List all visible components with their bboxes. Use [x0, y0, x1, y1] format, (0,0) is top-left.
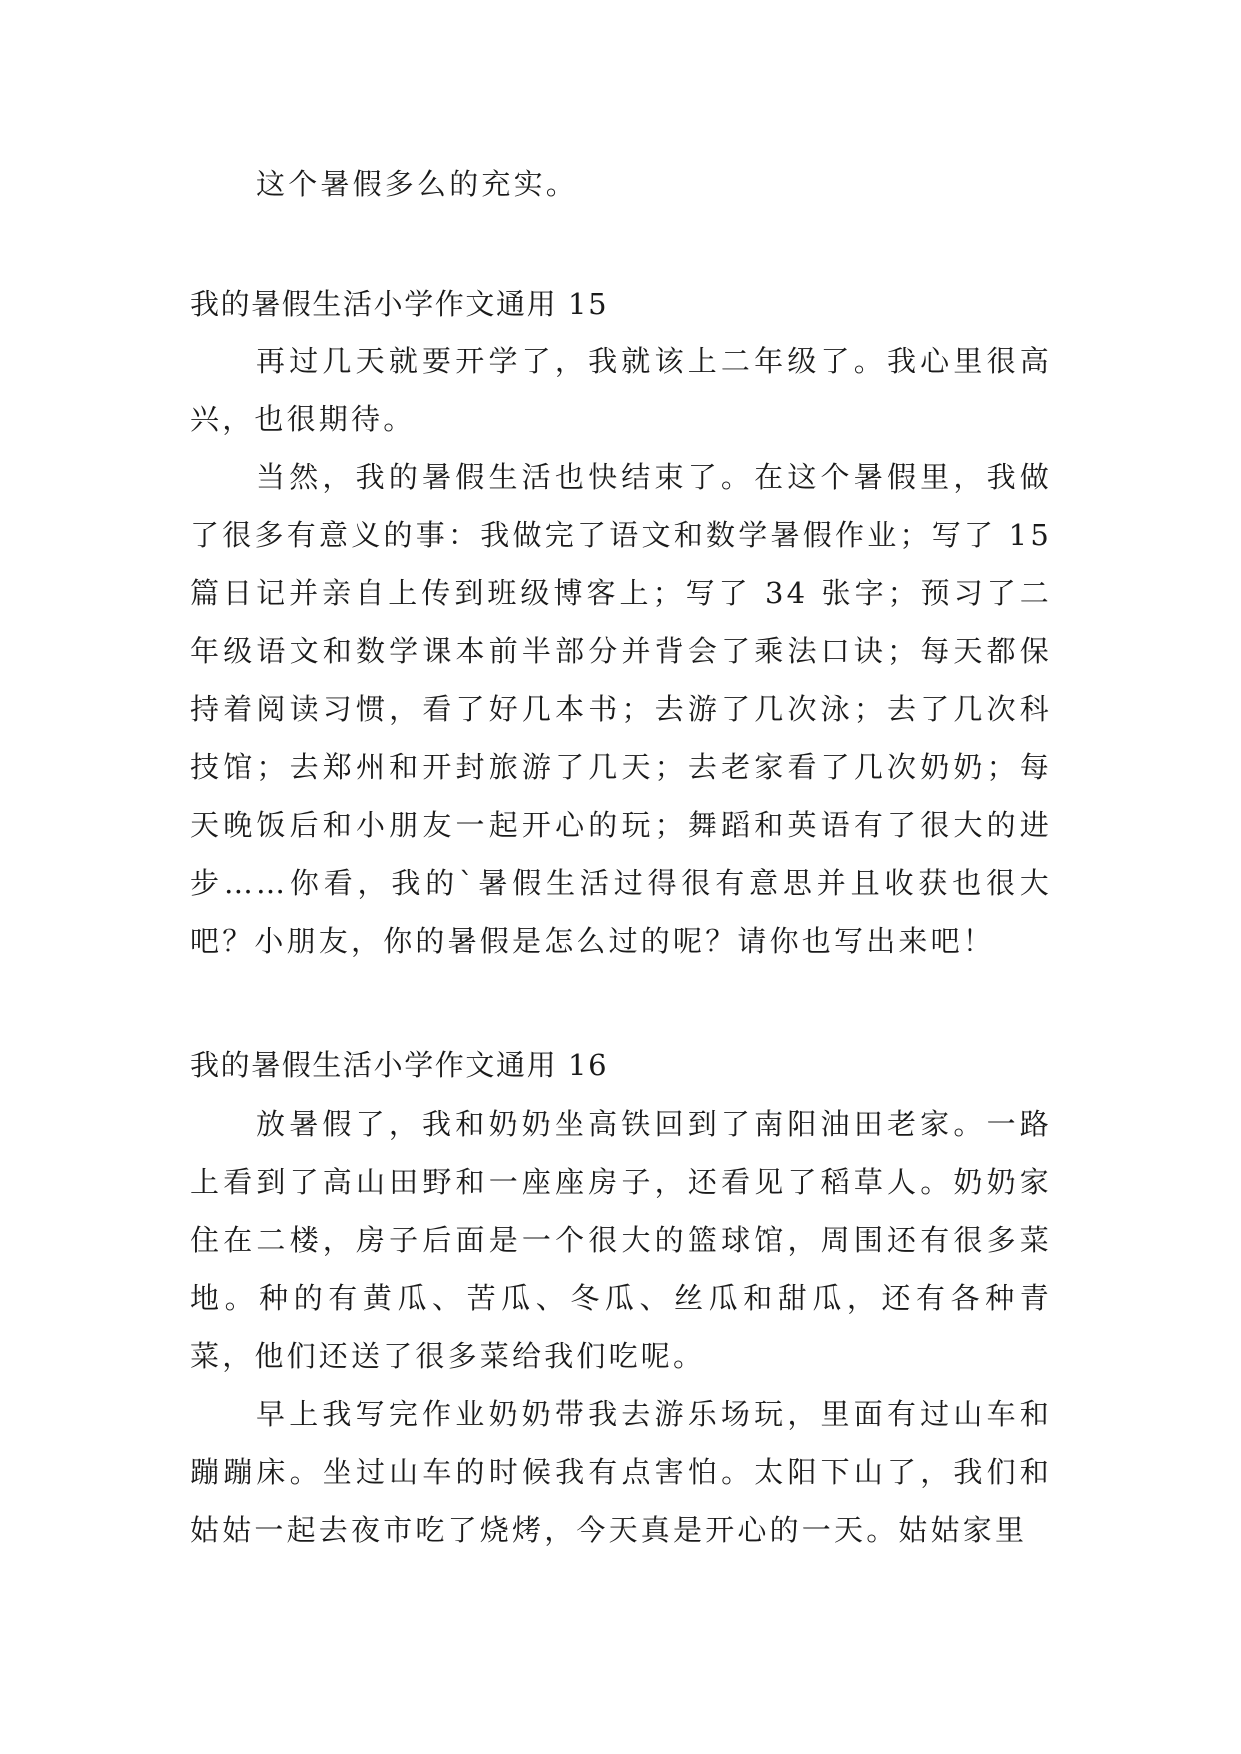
- section-title-15: 我的暑假生活小学作文通用 15: [190, 287, 609, 321]
- section-15-paragraph-1: 再过几天就要开学了，我就该上二年级了。我心里很高兴，也很期待。: [190, 344, 1052, 436]
- section-16-paragraph-2: 早上我写完作业奶奶带我去游乐场玩，里面有过山车和蹦蹦床。坐过山车的时候我有点害怕。太阳下山了，我们和姑姑一起去夜市吃了烧烤，今天真是开心的一天。姑姑家里: [190, 1397, 1052, 1547]
- carryover-paragraph: 这个暑假多么的充实。: [256, 167, 579, 201]
- section-15-paragraph-2: 当然，我的暑假生活也快结束了。在这个暑假里，我做了很多有意义的事：我做完了语文和数学暑假作业；写了 15 篇日记并亲自上传到班级博客上；写了 34 张字；预习了二年级语文和数学课本前半部分并背会了乘法口诀；每天都保持着阅读习惯，看了好几本书；去游了几次泳；去了几次科技馆；去郑州和开封旅游了几天；去老家看了几次奶奶；每天晚饭后和小朋友一起开心的玩；舞蹈和英语有了很大的进步……你看，我的`暑假生活过得很有意思并且收获也很大吧？小朋友，你的暑假是怎么过的呢？请你也写出来吧！: [190, 460, 1052, 958]
- section-title-16: 我的暑假生活小学作文通用 16: [190, 1048, 609, 1082]
- section-16-paragraph-1: 放暑假了，我和奶奶坐高铁回到了南阳油田老家。一路上看到了高山田野和一座座房子，还看见了稻草人。奶奶家住在二楼，房子后面是一个很大的篮球馆，周围还有很多菜地。种的有黄瓜、苦瓜、冬瓜、丝瓜和甜瓜，还有各种青菜，他们还送了很多菜给我们吃呢。: [190, 1107, 1052, 1373]
